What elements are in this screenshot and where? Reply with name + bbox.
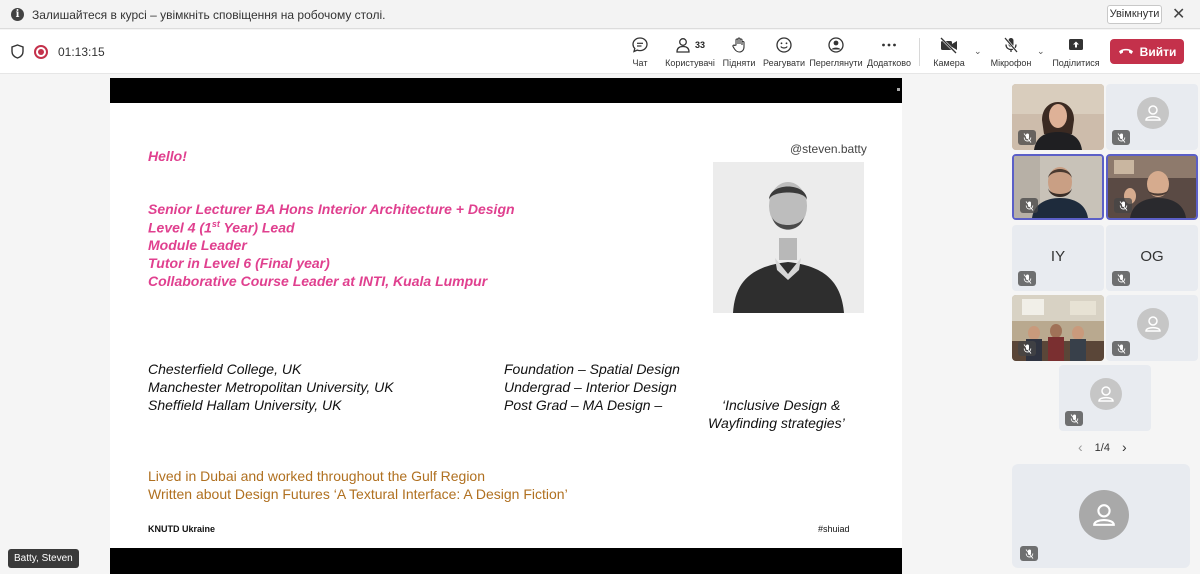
share-label: Поділитися [1052,58,1100,68]
camera-off-icon [919,34,979,56]
share-button[interactable] [1046,34,1106,68]
people-label: Користувачі [665,58,715,68]
microphone-label: Мікрофон [990,58,1032,68]
camera-options-chevron-icon[interactable]: ⌄ [974,46,982,56]
notification-message: Залишайтеся в курсі – увімкніть сповіщення на робочому столі. [32,8,386,22]
letterbox-top [110,78,902,103]
participant-tile[interactable] [1012,225,1104,291]
gallery-pager [1078,439,1127,455]
slide-role-5: Collaborative Course Leader at INTI, Kuala Lumpur [148,273,488,289]
enable-notifications-button[interactable]: Увімкнути [1107,5,1162,24]
mic-off-icon [1065,411,1083,426]
raise-hand-label: Підняти [722,58,756,68]
participants-count: 33 [694,40,705,50]
react-button[interactable] [754,34,814,68]
view-button[interactable] [806,34,866,68]
leave-label: Вийти [1139,44,1177,59]
react-label: Реагувати [762,58,806,68]
more-label: Додатково [867,58,911,68]
avatar-icon [1137,308,1169,340]
mic-off-icon [1018,271,1036,286]
participant-initials: OG [1140,247,1164,265]
mic-off-icon [1020,546,1038,561]
camera-button[interactable] [919,34,979,68]
avatar-icon [1137,97,1169,129]
view-label: Переглянути [809,58,863,68]
participant-video-tile[interactable] [1106,154,1198,220]
notification-bar [0,0,1200,29]
mic-off-icon [1112,341,1130,356]
camera-label: Камера [933,58,965,68]
participant-tile[interactable] [1106,84,1198,150]
mic-off-icon [1020,198,1038,213]
participant-initials: IY [1050,247,1066,265]
shared-screen [110,78,902,574]
slide-footer-right: #shuiad [818,524,850,534]
slide-thesis-2: Wayfinding strategies’ [708,415,845,431]
meeting-timer: 01:13:15 [58,45,105,59]
prev-page-chevron-icon[interactable]: ‹ [1078,439,1083,455]
mic-off-icon [981,34,1041,56]
participant-tile[interactable] [1106,295,1198,361]
slide-written: Written about Design Futures ‘A Textural Interface: A Design Fiction’ [148,486,568,502]
slide-handle: @steven.batty [790,142,867,156]
mic-off-icon [1112,271,1130,286]
view-icon [806,34,866,56]
mic-off-icon [1114,198,1132,213]
phone-hangup-icon [1118,45,1134,59]
leave-button[interactable] [1110,39,1184,64]
more-button[interactable] [859,34,919,68]
mic-off-icon [1112,130,1130,145]
presenter-name-tag: Batty, Steven [8,549,79,568]
info-icon: i [11,8,24,21]
close-icon[interactable]: ✕ [1172,6,1186,23]
page-indicator: 1/4 [1094,442,1110,454]
self-view-tile[interactable] [1012,464,1190,568]
slide-degree-2: Undergrad – Interior Design [504,379,677,395]
next-page-chevron-icon[interactable]: › [1121,439,1127,455]
slide-role-1: Senior Lecturer BA Hons Interior Architecture + Design [148,201,515,217]
shield-icon[interactable] [11,44,24,64]
meeting-toolbar [0,30,1200,74]
slide-hello: Hello! [148,148,187,164]
slide-institution-1: Chesterfield College, UK [148,361,302,377]
participant-video-tile[interactable] [1012,84,1104,150]
letterbox-bottom [110,548,902,574]
slide-role-4: Tutor in Level 6 (Final year) [148,255,330,271]
microphone-button[interactable] [981,34,1041,68]
slide-degree-3: Post Grad – MA Design – [504,397,663,413]
slide-lived: Lived in Dubai and worked throughout the Gulf Region [148,468,485,484]
slide-institution-2: Manchester Metropolitan University, UK [148,379,394,395]
recording-icon [34,45,48,59]
more-icon [859,34,919,56]
chat-label: Чат [632,58,648,68]
mic-options-chevron-icon[interactable]: ⌄ [1037,46,1045,56]
participant-video-tile[interactable] [1012,295,1104,361]
avatar-icon [1079,490,1129,540]
participant-tile[interactable] [1059,365,1151,431]
mic-off-icon [1018,341,1036,356]
slide-role-2: Level 4 (1st Year) Lead [148,219,295,236]
participant-video-tile[interactable] [1012,154,1104,220]
avatar-icon [1090,378,1122,410]
smile-icon [754,34,814,56]
participant-tile[interactable] [1106,225,1198,291]
slide-institution-3: Sheffield Hallam University, UK [148,397,342,413]
slide-thesis-1: ‘Inclusive Design & [722,397,841,413]
slide-footer-left: KNUTD Ukraine [148,524,216,534]
mic-off-icon [1018,130,1036,145]
share-icon [1046,34,1106,56]
slide-degree-1: Foundation – Spatial Design [504,361,680,377]
presenter-photo [713,162,864,313]
slide-role-3: Module Leader [148,237,247,253]
